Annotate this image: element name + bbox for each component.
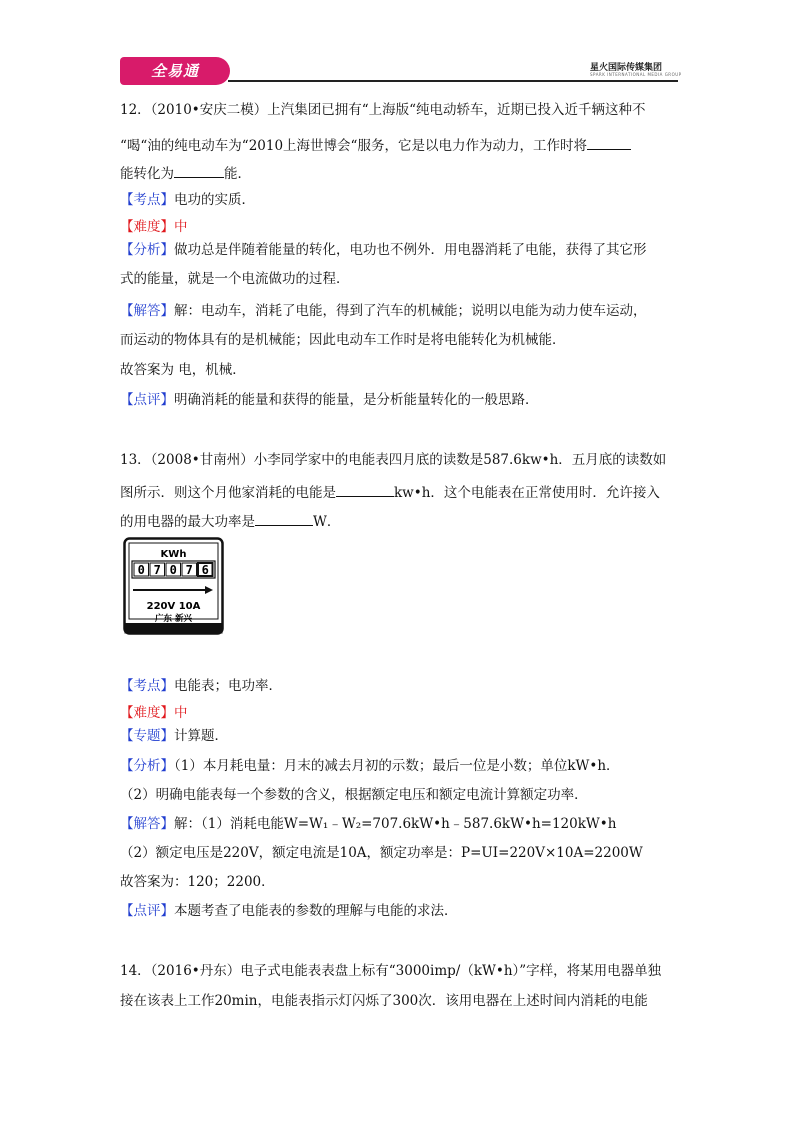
- q12-nandu: [120, 218, 188, 236]
- jieda-tag: 【解答】: [120, 303, 174, 319]
- kaodian-text: 电功的实质．: [174, 192, 255, 208]
- brand-name-en: SPARK INTERNATIONAL MEDIA GROUP: [590, 72, 682, 77]
- q13-answer: 故答案为：120；2200．: [120, 874, 275, 890]
- q13-stem-line2: [120, 482, 660, 502]
- jieda-text: 解：（1）消耗电能W=W₁﹣W₂=707.6kW•h﹣587.6kW•h=120kW•h: [174, 816, 617, 832]
- nandu-tag: 【难度】: [120, 219, 174, 235]
- kaodian-text: 电能表；电功率．: [174, 678, 282, 694]
- nandu-tag: 【难度】: [120, 705, 174, 721]
- q12-jieda-line2: 而运动的物体具有的是机械能；因此电动车工作时是将电能转化为机械能．: [120, 332, 566, 348]
- q14-stem-line2: 接在该表上工作20min，电能表指示灯闪烁了300次．该用电器在上述时间内消耗的电能: [120, 993, 648, 1009]
- q13-fenxi-line2: （2）明确电能表每一个参数的含义，根据额定电压和额定电流计算额定功率．: [120, 787, 588, 803]
- electric-meter-figure: [123, 537, 224, 637]
- kaodian-tag: 【考点】: [120, 678, 174, 694]
- dianping-tag: 【点评】: [120, 392, 174, 408]
- q13-stem-line3-text-b: W．: [313, 514, 341, 530]
- meter-digit: 0: [169, 563, 177, 577]
- q12-blank-1: [587, 135, 631, 150]
- q13-nandu: [120, 704, 188, 722]
- q13-stem-line2-text-b: kw•h．这个电能表在正常使用时．允许接入: [394, 485, 660, 501]
- meter-digit: 6: [201, 563, 209, 577]
- fenxi-text: （1）本月耗电量：月末的减去月初的示数；最后一位是小数；单位kW•h．: [174, 758, 620, 774]
- q13-jieda-line1: [120, 815, 616, 833]
- q13-blank-1: [336, 482, 394, 497]
- q13-stem-line1: 13．（2008•甘南州）小李同学家中的电能表四月底的读数是587.6kw•h．五月底的读数如: [120, 452, 667, 468]
- q14-stem-line1: 14．（2016•丹东）电子式电能表表盘上标有“3000imp/（kW•h）”字样，将某用电器单独: [120, 963, 662, 979]
- q12-fenxi-line1: [120, 241, 647, 259]
- quanyitong-logo: 全易通: [120, 57, 230, 85]
- dianping-tag: 【点评】: [120, 903, 174, 919]
- meter-rating: 220V 10A: [146, 601, 201, 612]
- meter-digits: [134, 563, 213, 577]
- q13-stem-line3-text-a: 的用电器的最大功率是: [120, 514, 255, 530]
- q13-stem-line2-text-a: 图所示．则这个月他家消耗的电能是: [120, 485, 336, 501]
- nandu-text: 中: [174, 705, 188, 721]
- jieda-text: 解：电动车，消耗了电能，得到了汽车的机械能；说明以电能为动力使车运动，: [174, 303, 647, 319]
- q12-stem-line2-text: “喝“油的纯电动车为“2010上海世博会“服务，它是以电力作为动力，工作时将: [120, 138, 587, 154]
- q12-blank-2: [174, 163, 224, 178]
- q12-stem-line3: [120, 163, 251, 183]
- q13-dianping: [120, 902, 458, 920]
- q12-kaodian: [120, 191, 255, 209]
- q13-jieda-line2: （2）额定电压是220V，额定电流是10A，额定功率是：P=UI=220V×10A=2200W: [120, 845, 643, 861]
- fenxi-tag: 【分析】: [120, 758, 174, 774]
- nandu-text: 中: [174, 219, 188, 235]
- q12-stem-line1: 12．（2010•安庆二模）上汽集团已拥有“上海版“纯电动轿车，近期已投入近千辆这种不: [120, 102, 646, 118]
- q13-zhuanti: [120, 727, 228, 745]
- page-header: [0, 0, 800, 90]
- q13-kaodian: [120, 677, 282, 695]
- zhuanti-tag: 【专题】: [120, 728, 174, 744]
- meter-base: [125, 623, 223, 634]
- kaodian-tag: 【考点】: [120, 192, 174, 208]
- meter-digit: 7: [185, 563, 193, 577]
- header-rule: [228, 80, 678, 82]
- q12-answer: 故答案为 电，机械．: [120, 362, 246, 378]
- q12-dianping: [120, 391, 539, 409]
- q12-stem-line3-text-a: 能转化为: [120, 166, 174, 182]
- fenxi-tag: 【分析】: [120, 242, 174, 258]
- jieda-tag: 【解答】: [120, 816, 174, 832]
- meter-maker: 广东 新兴: [155, 614, 192, 624]
- q12-stem-line3-text-b: 能．: [224, 166, 251, 182]
- q13-fenxi-line1: [120, 757, 620, 775]
- q12-fenxi-line2: 式的能量，就是一个电流做功的过程．: [120, 271, 350, 287]
- fenxi-text: 做功总是伴随着能量的转化，电功也不例外．用电器消耗了电能，获得了其它形: [174, 242, 647, 258]
- meter-digit: 0: [137, 563, 145, 577]
- meter-unit: KWh: [160, 549, 187, 560]
- zhuanti-text: 计算题．: [174, 728, 228, 744]
- q13-blank-2: [255, 511, 313, 526]
- dianping-text: 本题考查了电能表的参数的理解与电能的求法．: [174, 903, 458, 919]
- q12-stem-line2: [120, 135, 631, 155]
- brand-name: 星火国际传媒集团: [590, 63, 663, 73]
- meter-digit: 7: [153, 563, 161, 577]
- dianping-text: 明确消耗的能量和获得的能量，是分析能量转化的一般思路．: [174, 392, 539, 408]
- q12-jieda-line1: [120, 302, 647, 320]
- q13-stem-line3: [120, 511, 340, 531]
